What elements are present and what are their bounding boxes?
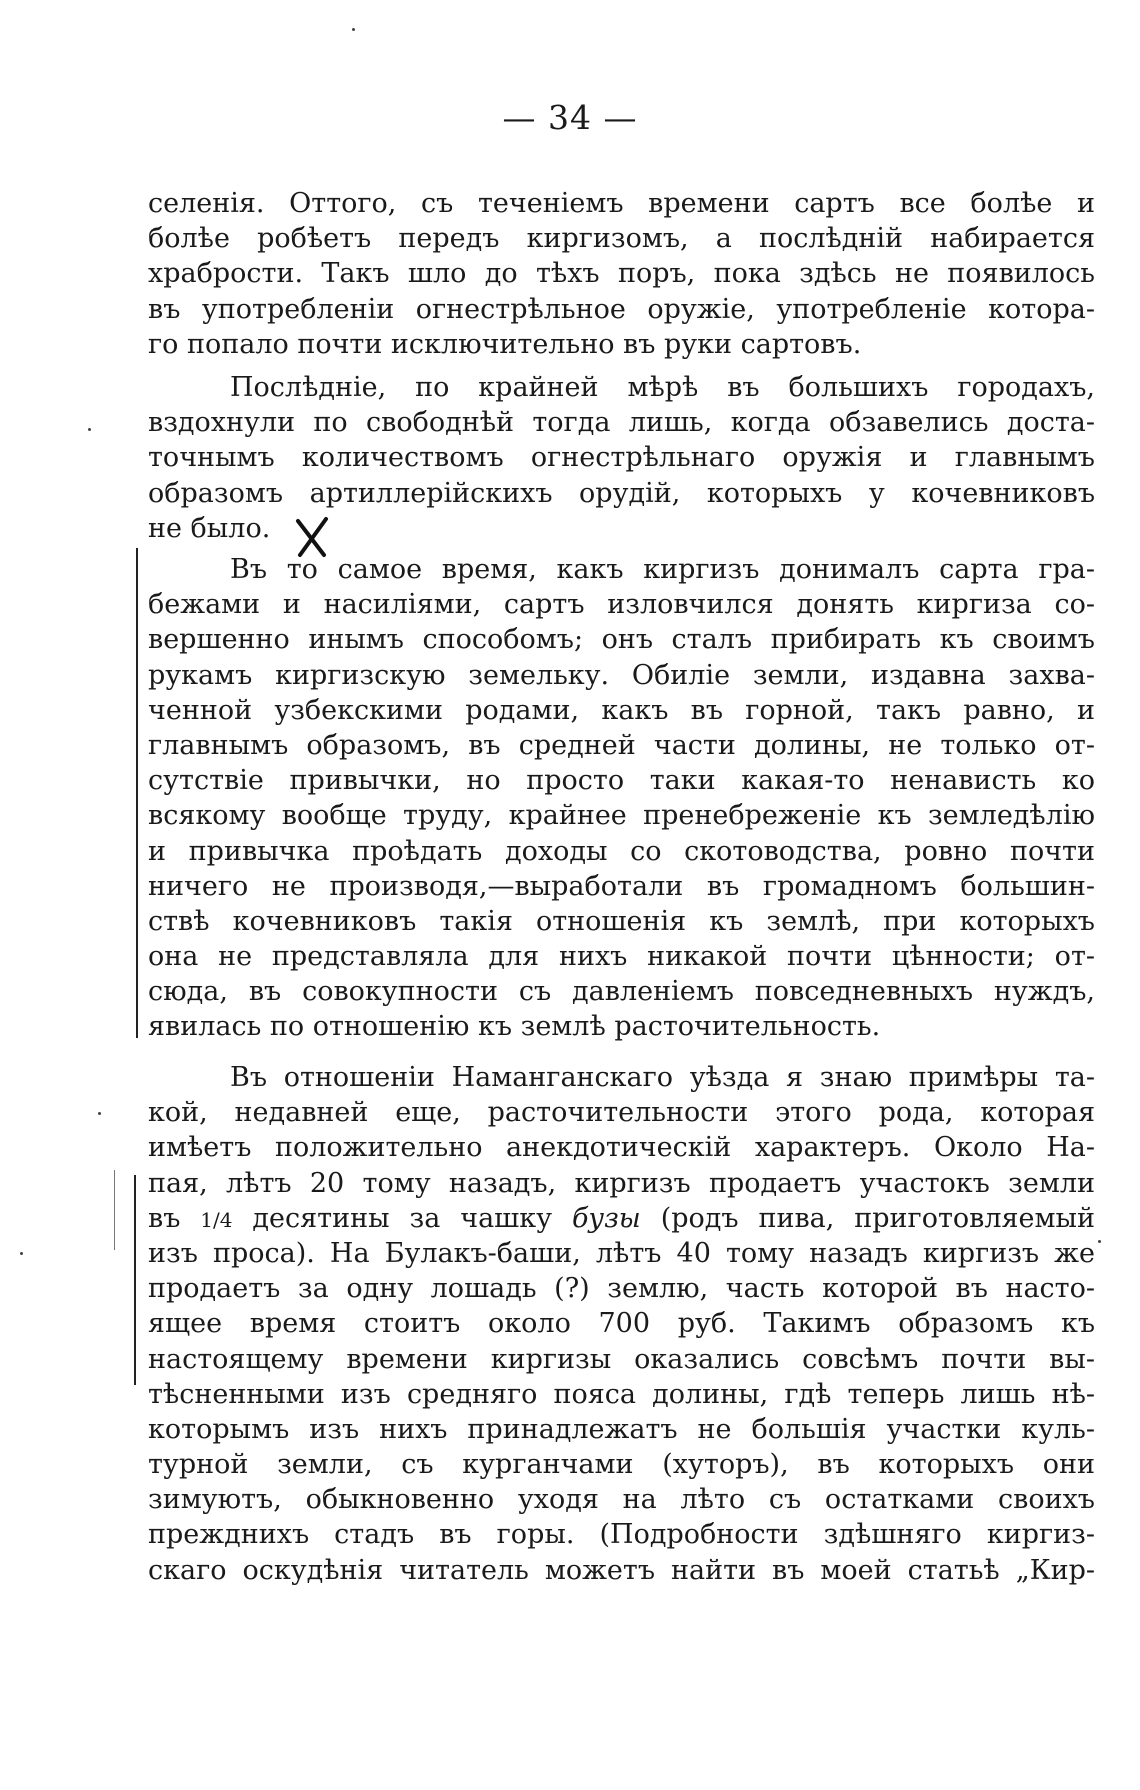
text-line: Въ то самое время, какъ киргизъ донималъ сарта гра- bbox=[230, 554, 1095, 585]
text-line: кой, недавней еще, расточительности этого рода, которая bbox=[148, 1097, 1095, 1129]
text-line: изъ проса). На Булакъ-баши, лѣтъ 40 тому назадъ киргизъ же bbox=[148, 1237, 1095, 1269]
paragraph-2 bbox=[148, 370, 1095, 546]
text-line: ствѣ кочевниковъ такія отношенія къ землѣ, при которыхъ bbox=[148, 905, 1095, 937]
text-line: ничего не производя,—выработали въ громадномъ большин- bbox=[148, 870, 1095, 902]
page-number: — 34 — bbox=[502, 98, 638, 137]
text-line: вздохнули по свободнѣй тогда лишь, когда обзавелись доста- bbox=[148, 407, 1095, 439]
text-line: болѣе робѣетъ передъ киргизомъ, а послѣдній набирается bbox=[148, 223, 1095, 255]
text-line: главнымъ образомъ, въ средней части долины, не только от- bbox=[148, 729, 1095, 761]
paragraph-1 bbox=[148, 186, 1095, 362]
text-line: точнымъ количествомъ огнестрѣльнаго оружія и главнымъ bbox=[148, 442, 1095, 474]
paragraph-3 bbox=[148, 552, 1095, 1045]
text-line: она не представляла для нихъ никакой почти цѣнности; от- bbox=[148, 941, 1095, 973]
text-line: и привычка проѣдать доходы со скотоводства, ровно почти bbox=[148, 835, 1095, 867]
text-line: прежднихъ стадъ въ горы. (Подробности здѣшняго киргиз- bbox=[148, 1519, 1095, 1551]
text-line: всякому вообще труду, крайнее пренебреженіе къ земледѣлію bbox=[148, 800, 1095, 832]
text-line: Послѣдніе, по крайней мѣрѣ въ большихъ городахъ, bbox=[230, 372, 1095, 403]
text-line: ящее время стоитъ около 700 руб. Такимъ образомъ къ bbox=[148, 1308, 1095, 1340]
text-line: вершенно инымъ способомъ; онъ сталъ прибирать къ своимъ bbox=[148, 624, 1095, 656]
text-line: го попало почти исключительно въ руки сартовъ. bbox=[148, 328, 862, 360]
text-line: рукамъ киргизскую земельку. Обиліе земли, издавна захва- bbox=[148, 659, 1095, 691]
text-line: тѣсненными изъ средняго пояса долины, гдѣ теперь лишь нѣ- bbox=[148, 1378, 1095, 1410]
ink-speck bbox=[98, 1112, 101, 1115]
margin-line-paragraph-3 bbox=[136, 548, 138, 1038]
margin-line-paragraph-4 bbox=[134, 1175, 136, 1385]
text-line: образомъ артиллерійскихъ орудій, которыхъ у кочевниковъ bbox=[148, 477, 1095, 509]
text-line: селенія. Оттого, съ теченіемъ времени сартъ все болѣе и bbox=[148, 188, 1095, 219]
text-line: скаго оскудѣнія читатель можетъ найти въ моей статьѣ „Кир- bbox=[148, 1554, 1095, 1586]
text-line: ченной узбекскими родами, какъ въ горной, такъ равно, и bbox=[148, 694, 1095, 726]
text-line: Въ отношеніи Наманганскаго уѣзда я знаю примѣры та- bbox=[230, 1062, 1095, 1093]
text-line: настоящему времени киргизы оказались совсѣмъ почти вы- bbox=[148, 1343, 1095, 1375]
text-line: бежами и насиліями, сартъ изловчился донять киргиза со- bbox=[148, 589, 1095, 621]
ink-speck bbox=[1098, 1240, 1101, 1243]
text-line: пая, лѣтъ 20 тому назадъ, киргизъ продаетъ участокъ земли bbox=[148, 1167, 1095, 1199]
text-line: сутствіе привычки, но просто таки какая-то ненависть ко bbox=[148, 765, 1095, 797]
text-fragment: десятины за чашку bbox=[232, 1202, 572, 1234]
text-line: которымъ изъ нихъ принадлежатъ не большія участки куль- bbox=[148, 1413, 1095, 1445]
paragraph-4 bbox=[148, 1060, 1095, 1588]
ink-speck bbox=[88, 428, 91, 431]
text-line: турной земли, съ курганчами (хуторъ), въ которыхъ они bbox=[148, 1449, 1095, 1481]
ink-speck bbox=[20, 1252, 23, 1255]
text-line: явилась по отношенію къ землѣ расточительность. bbox=[148, 1011, 881, 1043]
text-fragment: въ bbox=[148, 1202, 201, 1234]
text-line: зимуютъ, обыкновенно уходя на лѣто съ остатками своихъ bbox=[148, 1484, 1095, 1516]
margin-line-short bbox=[114, 1170, 115, 1250]
text-line: храбрости. Такъ шло до тѣхъ поръ, пока здѣсь не появилось bbox=[148, 258, 1095, 290]
text-line: не было. bbox=[148, 512, 271, 544]
text-fragment: (родъ пива, приготовляемый bbox=[640, 1202, 1095, 1234]
text-line: имѣетъ положительно анекдотическій характеръ. Около На- bbox=[148, 1132, 1095, 1164]
text-line: въ употребленіи огнестрѣльное оружіе, употребленіе котора- bbox=[148, 293, 1095, 325]
italic-word: бузы bbox=[571, 1202, 641, 1234]
fraction: 1/4 bbox=[200, 1207, 233, 1232]
ink-speck bbox=[352, 28, 355, 31]
text-line-fraction bbox=[148, 1201, 1095, 1236]
text-line: продаетъ за одну лошадь (?) землю, часть которой въ насто- bbox=[148, 1273, 1095, 1305]
text-line: сюда, въ совокупности съ давленіемъ повседневныхъ нуждъ, bbox=[148, 976, 1095, 1008]
